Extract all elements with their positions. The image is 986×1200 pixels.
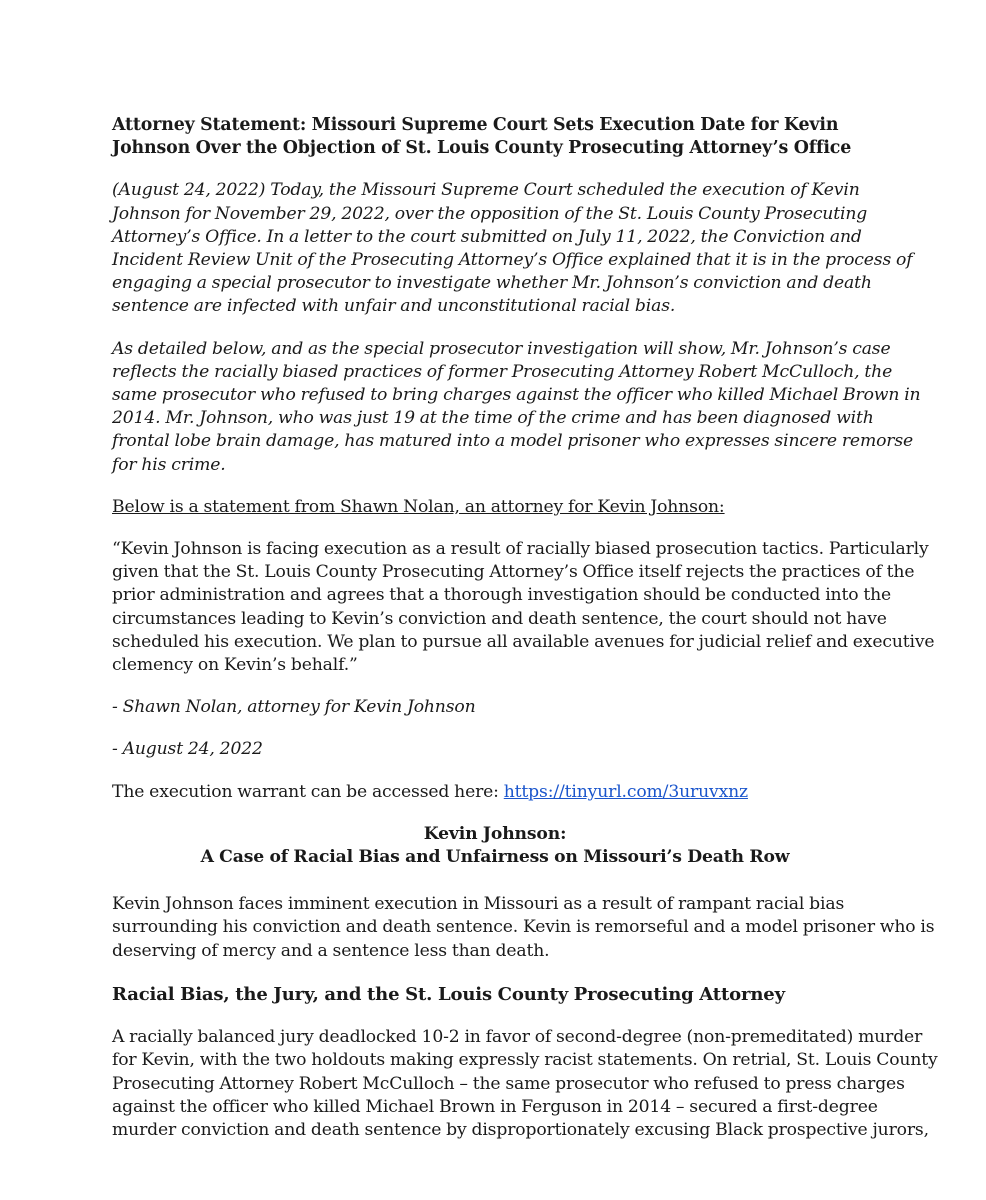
subtitle	[112, 823, 878, 869]
paragraph-line: reflects the racially biased practices of former Prosecuting Attorney Robert McCulloch, the	[112, 361, 893, 382]
document-title	[112, 114, 878, 160]
paragraph-line: scheduled his execution. We plan to pursue all available avenues for judicial relief and executive	[112, 631, 935, 652]
paragraph-line: clemency on Kevin’s behalf.”	[112, 655, 358, 676]
paragraph-line: murder conviction and death sentence by disproportionately excusing Black prospective jurors,	[112, 1119, 929, 1140]
paragraph-line: circumstances leading to Kevin’s conviction and death sentence, the court should not have	[112, 608, 887, 629]
title-line: Johnson Over the Objection of St. Louis County Prosecuting Attorney’s Office	[112, 138, 852, 159]
warrant-link[interactable]: https://tinyurl.com/3uruvxnz	[503, 781, 748, 802]
paragraph-line: for Kevin, with the two holdouts making expressly racist statements. On retrial, St. Louis County	[112, 1050, 938, 1071]
paragraph-line: given that the St. Louis County Prosecuting Attorney’s Office itself rejects the practices of the	[112, 562, 915, 583]
paragraph-line: A racially balanced jury deadlocked 10-2 in favor of second-degree (non-premeditated) murder	[112, 1027, 923, 1048]
paragraph-line: sentence are infected with unfair and unconstitutional racial bias.	[112, 296, 676, 317]
statement-intro-text: Below is a statement from Shawn Nolan, an attorney for Kevin Johnson:	[112, 496, 725, 517]
detail-paragraph	[112, 338, 921, 477]
warrant-line	[112, 781, 878, 804]
paragraph-line: Incident Review Unit of the Prosecuting Attorney’s Office explained that it is in the process of	[112, 250, 913, 271]
summary-paragraph	[112, 893, 935, 963]
paragraph-line: Johnson for November 29, 2022, over the opposition of the St. Louis County Prosecuting	[112, 203, 868, 224]
subtitle-line: Kevin Johnson:	[423, 823, 567, 844]
paragraph-line: frontal lobe brain damage, has matured into a model prisoner who expresses sincere remorse	[112, 431, 914, 452]
intro-paragraph	[112, 179, 913, 318]
attribution-date: - August 24, 2022	[112, 739, 263, 760]
paragraph-line: (August 24, 2022) Today, the Missouri Supreme Court scheduled the execution of Kevin	[112, 180, 860, 201]
quote-paragraph	[112, 538, 935, 677]
attribution: - Shawn Nolan, attorney for Kevin Johnson	[112, 697, 476, 718]
paragraph-line: surrounding his conviction and death sentence. Kevin is remorseful and a model prisoner who is	[112, 917, 935, 938]
title-line: Attorney Statement: Missouri Supreme Court Sets Execution Date for Kevin	[112, 115, 839, 135]
paragraph-line: for his crime.	[112, 454, 226, 475]
paragraph-line: deserving of mercy and a sentence less than death.	[112, 940, 550, 961]
subtitle-line: A Case of Racial Bias and Unfairness on Missouri’s Death Row	[200, 847, 790, 868]
paragraph-line: prior administration and agrees that a thorough investigation should be conducted into the	[112, 585, 892, 606]
paragraph-line: “Kevin Johnson is facing execution as a result of racially biased prosecution tactics. Particularly	[112, 539, 929, 560]
paragraph-line: Attorney’s Office. In a letter to the court submitted on July 11, 2022, the Conviction and	[112, 226, 862, 247]
jury-paragraph	[112, 1026, 938, 1142]
paragraph-line: Kevin Johnson faces imminent execution in Missouri as a result of rampant racial bias	[112, 894, 845, 915]
paragraph-line: 2014. Mr. Johnson, who was just 19 at the time of the crime and has been diagnosed with	[112, 408, 874, 429]
paragraph-line: engaging a special prosecutor to investigate whether Mr. Johnson’s conviction and death	[112, 273, 872, 294]
paragraph-line: against the officer who killed Michael Brown in Ferguson in 2014 – secured a first-degree	[112, 1096, 878, 1117]
paragraph-line: same prosecutor who refused to bring charges against the officer who killed Michael Brown in	[112, 385, 921, 406]
paragraph-line: Prosecuting Attorney Robert McCulloch – the same prosecutor who refused to press charges	[112, 1073, 905, 1094]
warrant-text: The execution warrant can be accessed here:	[112, 781, 504, 802]
document-page	[112, 114, 938, 1142]
statement-intro	[112, 496, 878, 519]
section-heading: Racial Bias, the Jury, and the St. Louis County Prosecuting Attorney	[112, 983, 785, 1005]
paragraph-line: As detailed below, and as the special prosecutor investigation will show, Mr. Johnson’s case	[112, 338, 891, 359]
